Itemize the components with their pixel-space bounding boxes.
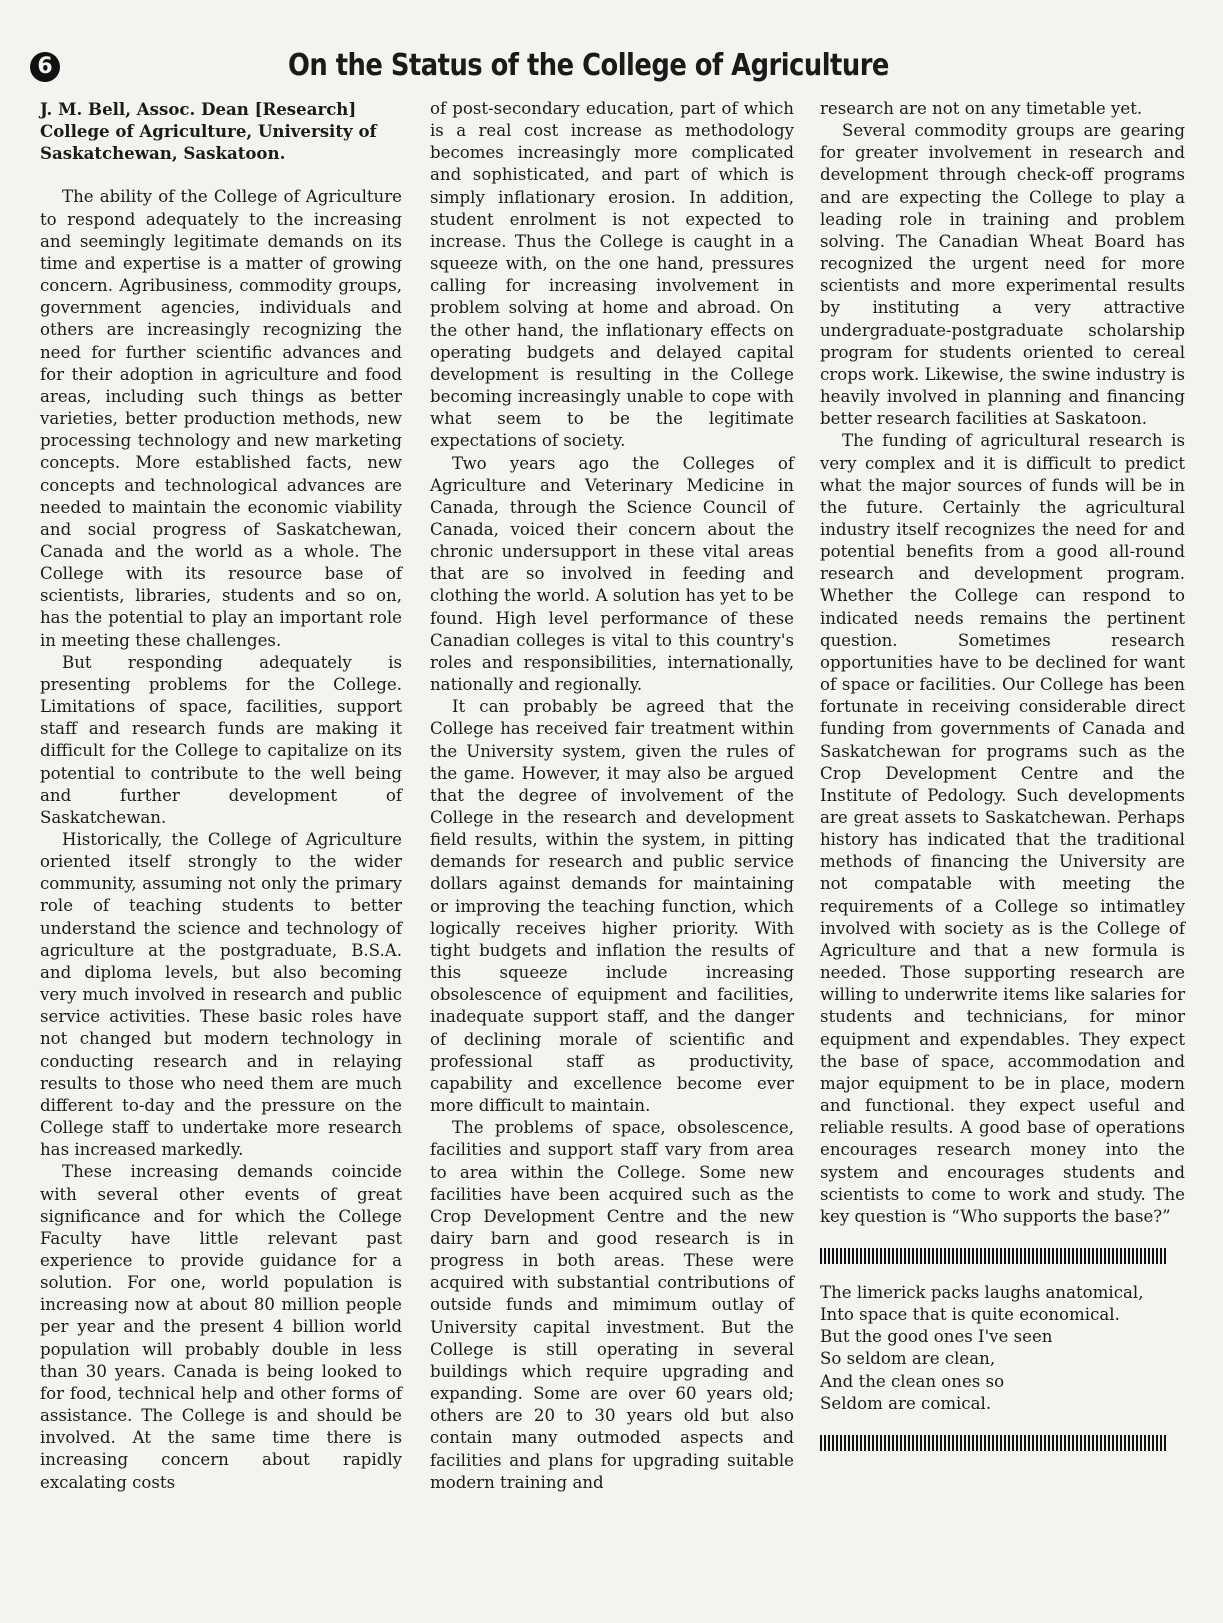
byline: J. M. Bell, Assoc. Dean [Research] College of Agriculture, University of Saskatchewan, Saskatoon. [40, 99, 377, 164]
divider-bar [820, 1435, 1168, 1451]
paragraph: These increasing demands coincide with several other events of great significance and for which the College Faculty have little relevant past experience to provide guidance for a solution. For one, world population is increasing now at about 80 million people per year and the present 4 billion world population will probably double in less than 30 years. Canada is being looked to for food, technical help and other forms of assistance. The College is and should be involved. At the same time there is increasing concern about rapidly excalating costs [40, 1162, 402, 1492]
paragraph: Historically, the College of Agriculture oriented itself strongly to the wider community, assuming not only the primary role of teaching students to better understand the science and technology of agriculture at the postgraduate, B.S.A. and diploma levels, but also becoming very much involved in research and public service activities. These basic roles have not changed but modern technology in conducting research and in relaying results to those who need them are much different to-day and the pressure on the College staff to undertake more research has increased markedly. [40, 830, 402, 1160]
limerick-line: Into space that is quite economical. [820, 1305, 1120, 1325]
paragraph: The funding of agricultural research is very complex and it is difficult to predict what the major sources of funds will be in the future. Certainly the agricultural industry itself recognizes the need for and potential benefits from a good all-round research and development program. Whether the College can respond to indicated needs remains the pertinent question. Sometimes research opportunities have to be declined for want of space or facilities. Our College has been fortunate in receiving considerable direct funding from governments of Canada and Saskatchewan for programs such as the Crop Development Centre and the Institute of Pedology. Such developments are great assets to Saskatchewan. Perhaps history has indicated that the traditional methods of financing the University are not compatable with meeting the requirements of a College so intimatley involved with society as is the College of Agriculture and that a new formula is needed. Those supporting research are willing to underwrite items like salaries for students and technicians, for minor equipment and expendables. They expect the base of space, accommodation and major equipment to be in place, modern and functional. they expect useful and reliable results. A good base of operations encourages research money into the system and encourages students and scientists to come to work and study. The key question is “Who supports the base?” [820, 431, 1185, 1226]
limerick-line: The limerick packs laughs anatomical, [820, 1282, 1144, 1302]
paragraph: Two years ago the Colleges of Agriculture and Veterinary Medicine in Canada, through the Science Council of Canada, voiced their concern about the chronic undersupport in these vital areas that are so involved in feeding and clothing the world. A solution has yet to be found. High level performance of these Canadian colleges is vital to this country's roles and responsibilities, internationally, nationally and regionally. [430, 453, 794, 695]
limerick-line: And the clean ones so [820, 1371, 1005, 1391]
paragraph: of post-secondary education, part of which is a real cost increase as methodology becomes increasingly more complicated and sophisticated, and part of which is simply inflationary erosion. In addition, student enrolment is not expected to increase. Thus the College is caught in a squeeze with, on the one hand, pressures calling for increasing involvement in problem solving at home and abroad. On the other hand, the inflationary effects on operating budgets and delayed capital development is resulting in the College becoming increasingly unable to cope with what seem to be the legitimate expectations of society. [430, 99, 794, 451]
paragraph: The problems of space, obsolescence, facilities and support staff vary from area to area within the College. Some new facilities have been acquired such as the Crop Development Centre and the new dairy barn and good research is in progress in both areas. These were acquired with substantial contributions of outside funds and mimimum outlay of University capital investment. But the College is still operating in several buildings which require upgrading and expanding. Some are over 60 years old; others are 20 to 30 years old but also contain many outmoded aspects and facilities and plans for upgrading suitable modern training and [430, 1118, 794, 1492]
page-title: On the Status of the College of Agriculture [288, 48, 889, 83]
limerick-line: Seldom are comical. [820, 1393, 992, 1413]
page-number: 6 [30, 52, 60, 82]
article-column-3 [820, 98, 1185, 1469]
limerick [820, 1282, 1185, 1415]
paragraph: Several commodity groups are gearing for greater involvement in research and development through check-off programs and are expecting the College to play a leading role in training and problem solving. The Canadian Wheat Board has recognized the urgent need for more scientists and more experimental results by instituting a very attractive undergraduate-postgraduate scholarship program for students oriented to cereal crops work. Likewise, the swine industry is heavily involved in planning and financing better research facilities at Saskatoon. [820, 121, 1185, 429]
paragraph: The ability of the College of Agriculture to respond adequately to the increasing and seemingly legitimate demands on its time and expertise is a matter of growing concern. Agribusiness, commodity groups, government agencies, individuals and others are increasingly recognizing the need for further scientific advances and for their adoption in agriculture and food areas, including such things as better varieties, better production methods, new processing technology and new marketing concepts. More established facts, new concepts and technological advances are needed to maintain the economic viability and social progress of Saskatchewan, Canada and the world as a whole. The College with its resource base of scientists, libraries, students and so on, has the potential to play an important role in meeting these challenges. [40, 187, 402, 650]
divider-bar [820, 1248, 1168, 1264]
article-column-2 [430, 98, 794, 1494]
paragraph: It can probably be agreed that the College has received fair treatment within the University system, given the rules of the game. However, it may also be argued that the degree of involvement of the College in the research and development field results, within the system, in pitting demands for research and public service dollars against demands for maintaining or improving the teaching function, which logically receives higher priority. With tight budgets and inflation the results of this squeeze include increasing obsolescence of equipment and facilities, inadequate support staff, and the danger of declining morale of scientific and professional staff as productivity, capability and excellence become ever more difficult to maintain. [430, 697, 794, 1116]
article-column-1 [40, 98, 402, 1494]
paragraph: But responding adequately is presenting problems for the College. Limitations of space, facilities, support staff and research funds are making it difficult for the College to capitalize on its potential to contribute to the well being and further development of Saskatchewan. [40, 652, 402, 827]
limerick-line: But the good ones I've seen [820, 1327, 1053, 1347]
paragraph: research are not on any timetable yet. [820, 99, 1143, 118]
limerick-line: So seldom are clean, [820, 1349, 996, 1369]
